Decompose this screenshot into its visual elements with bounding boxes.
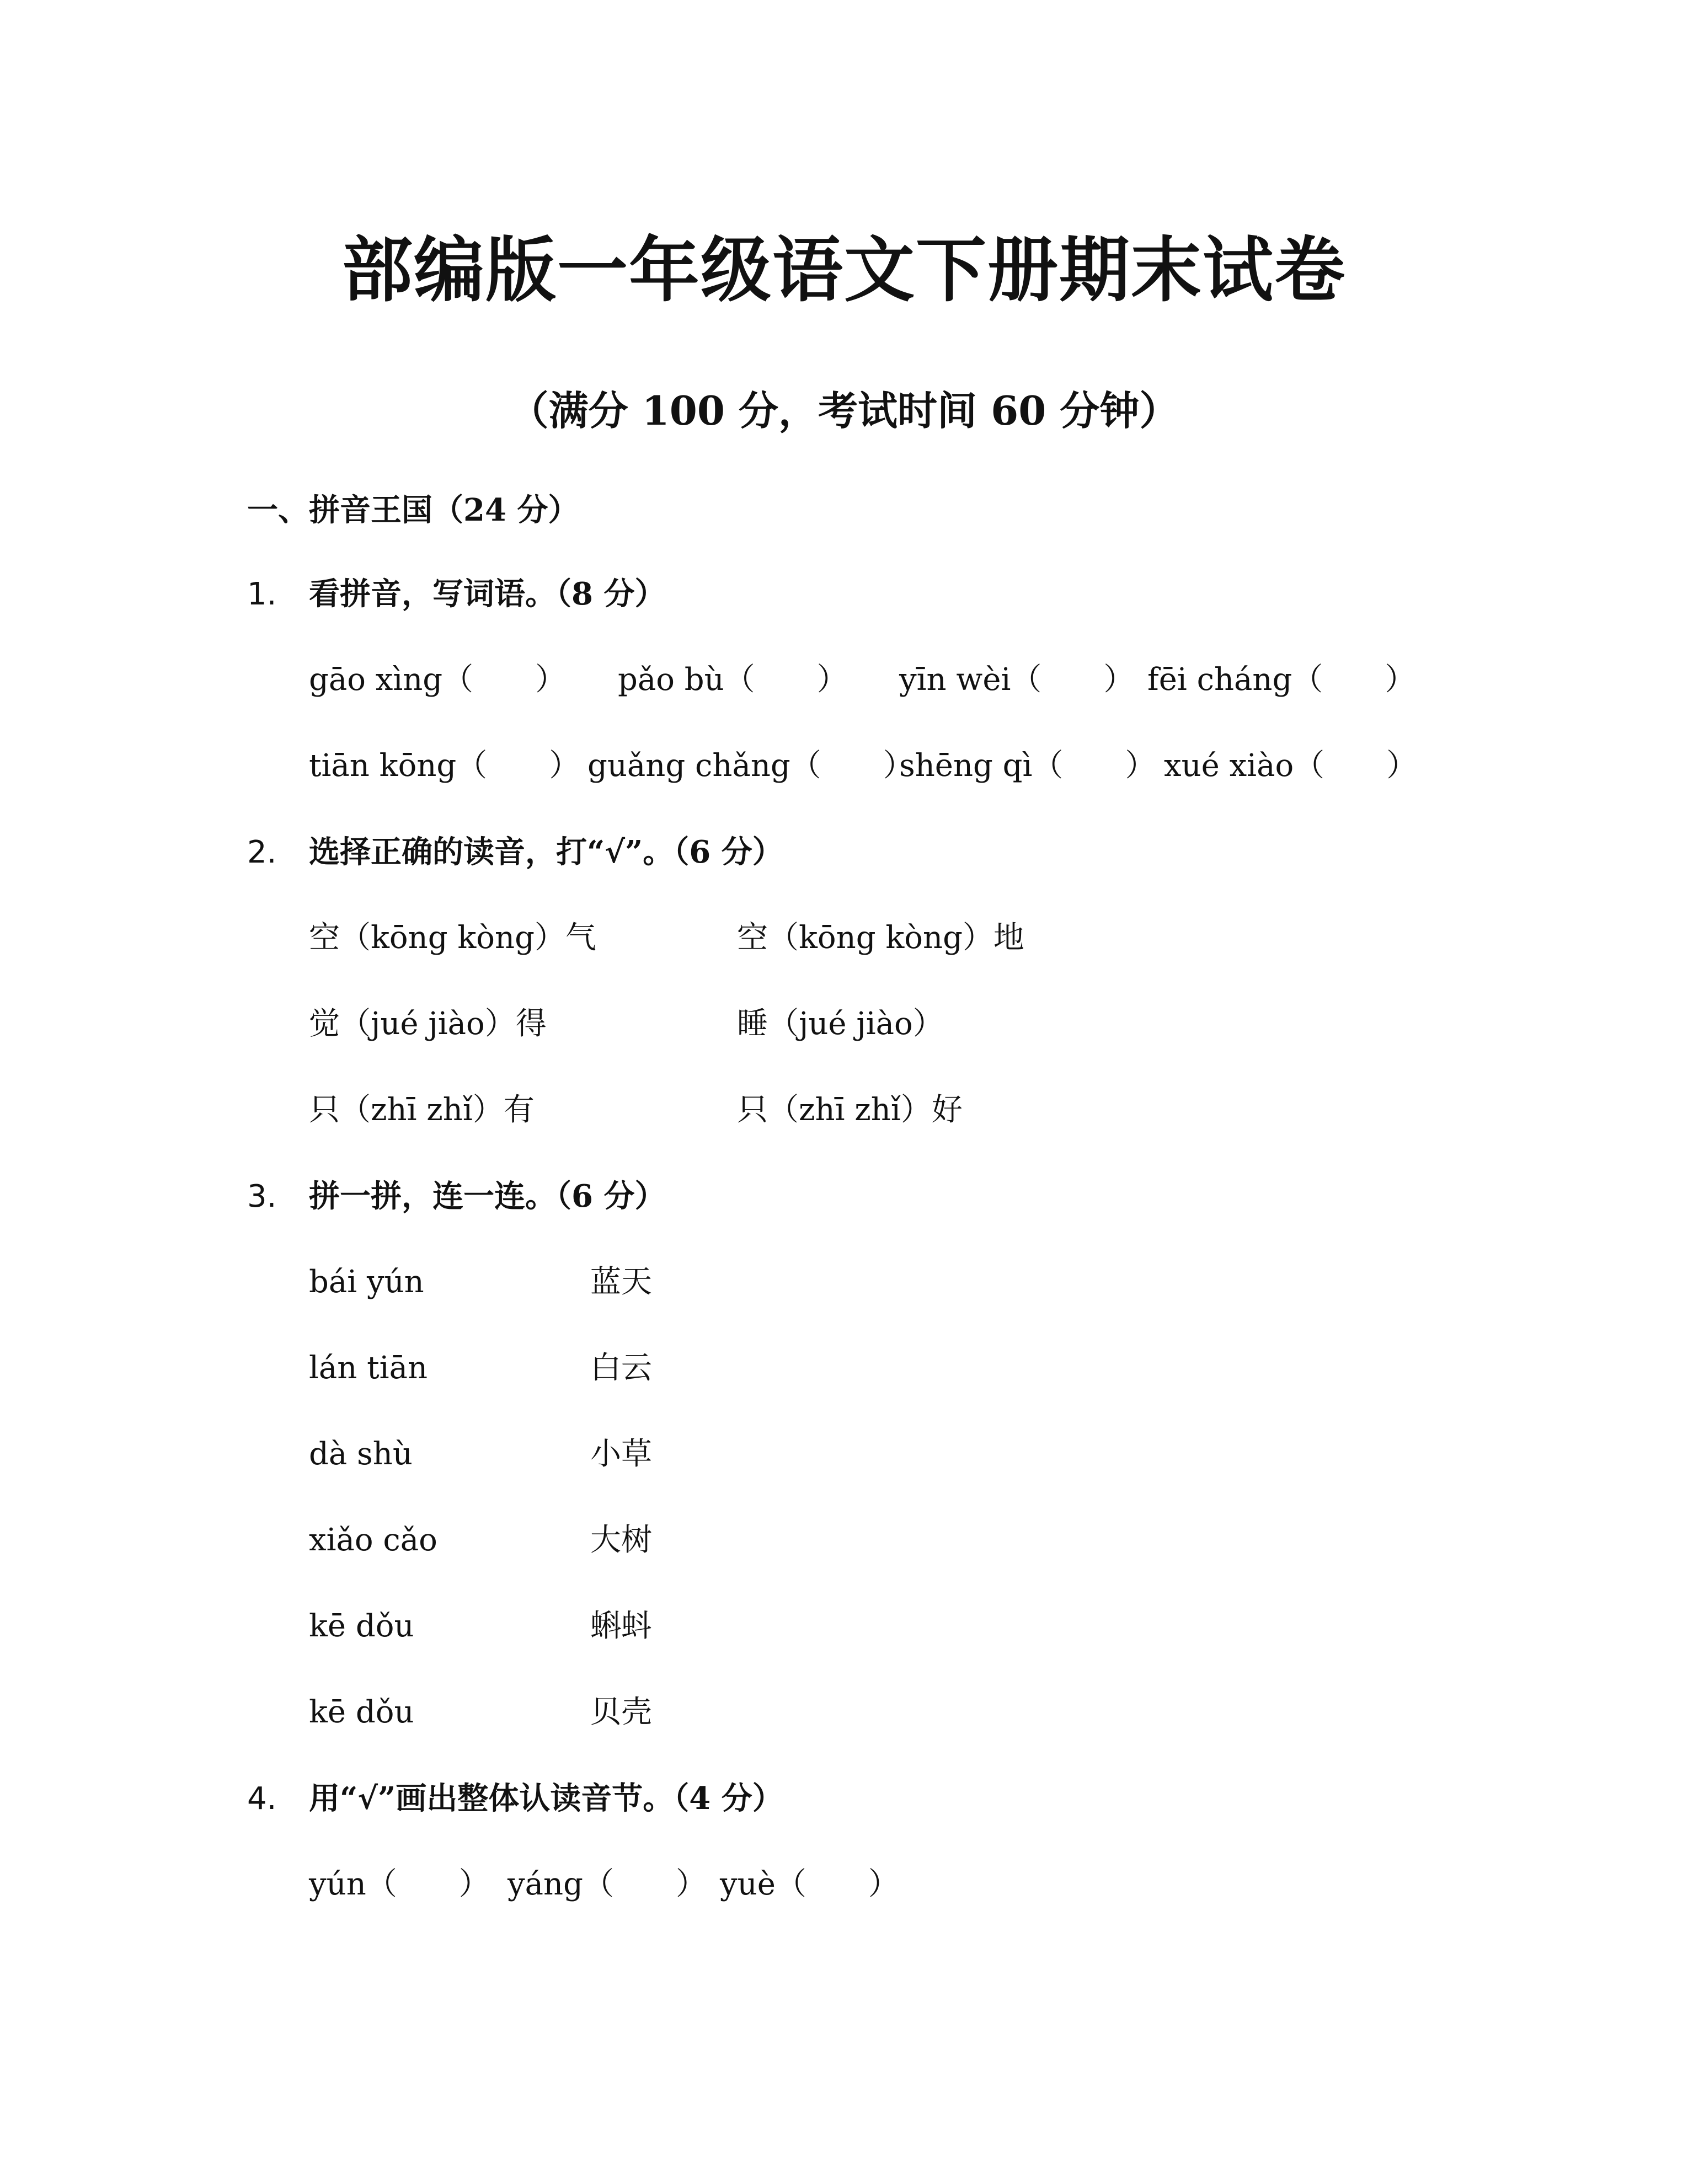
pinyin-blank[interactable]: yīn wèi（ ） bbox=[899, 662, 1135, 698]
matching-word[interactable]: 大树 bbox=[590, 1522, 652, 1558]
reading-choice[interactable]: 空（kōng kòng）地 bbox=[737, 920, 1024, 956]
reading-choice[interactable]: 空（kōng kòng）气 bbox=[309, 920, 596, 956]
pinyin-blank[interactable]: pǎo bù（ ） bbox=[618, 662, 848, 698]
question-text: 看拼音，写词语。（8 分） bbox=[309, 576, 666, 612]
question-4 bbox=[247, 1774, 783, 1824]
syllable-blank[interactable]: yuè（ ） bbox=[720, 1866, 899, 1902]
pinyin-blank[interactable]: tiān kōng（ ） bbox=[309, 748, 580, 784]
syllable-blank[interactable]: yún（ ） bbox=[309, 1866, 490, 1902]
matching-word[interactable]: 白云 bbox=[590, 1350, 652, 1386]
reading-choice[interactable]: 睡（jué jiào） bbox=[737, 1006, 944, 1042]
page-title: 部编版一年级语文下册期末试卷 bbox=[341, 229, 1346, 312]
matching-word[interactable]: 蓝天 bbox=[590, 1264, 652, 1300]
reading-choice[interactable]: 只（zhī zhǐ）好 bbox=[737, 1092, 963, 1128]
page-subtitle: （满分 100 分，考试时间 60 分钟） bbox=[509, 387, 1179, 434]
question-number: 2. bbox=[247, 834, 277, 870]
question-1 bbox=[247, 569, 665, 619]
matching-pinyin[interactable]: bái yún bbox=[309, 1264, 424, 1300]
question-text: 用“√”画出整体认读音节。（4 分） bbox=[309, 1780, 783, 1817]
matching-word[interactable]: 贝壳 bbox=[590, 1694, 652, 1730]
matching-pinyin[interactable]: kē dǒu bbox=[309, 1694, 414, 1730]
matching-pinyin[interactable]: dà shù bbox=[309, 1436, 413, 1472]
pinyin-blank[interactable]: shēng qì（ ） bbox=[899, 748, 1156, 784]
question-number: 4. bbox=[247, 1781, 277, 1817]
question-text: 选择正确的读音，打“√”。（6 分） bbox=[309, 834, 783, 870]
matching-word[interactable]: 小草 bbox=[590, 1436, 652, 1472]
pinyin-blank[interactable]: xué xiào（ ） bbox=[1164, 748, 1418, 784]
question-number: 3. bbox=[247, 1179, 277, 1214]
pinyin-blank[interactable]: gāo xìng（ ） bbox=[309, 662, 567, 698]
matching-pinyin[interactable]: lán tiān bbox=[309, 1350, 428, 1386]
question-number: 1. bbox=[247, 576, 277, 612]
pinyin-blank[interactable]: guǎng chǎng（ ） bbox=[587, 748, 914, 784]
question-text: 拼一拼，连一连。（6 分） bbox=[309, 1178, 666, 1214]
question-3 bbox=[247, 1171, 665, 1222]
pinyin-blank[interactable]: fēi cháng（ ） bbox=[1147, 662, 1416, 698]
matching-pinyin[interactable]: xiǎo cǎo bbox=[309, 1522, 437, 1558]
section-heading: 一、拼音王国（24 分） bbox=[247, 492, 579, 528]
reading-choice[interactable]: 只（zhī zhǐ）有 bbox=[309, 1092, 535, 1128]
question-2 bbox=[247, 827, 783, 877]
matching-pinyin[interactable]: kē dǒu bbox=[309, 1608, 414, 1644]
matching-word[interactable]: 蝌蚪 bbox=[590, 1608, 652, 1644]
reading-choice[interactable]: 觉（jué jiào）得 bbox=[309, 1006, 547, 1042]
syllable-blank[interactable]: yáng（ ） bbox=[508, 1866, 707, 1902]
